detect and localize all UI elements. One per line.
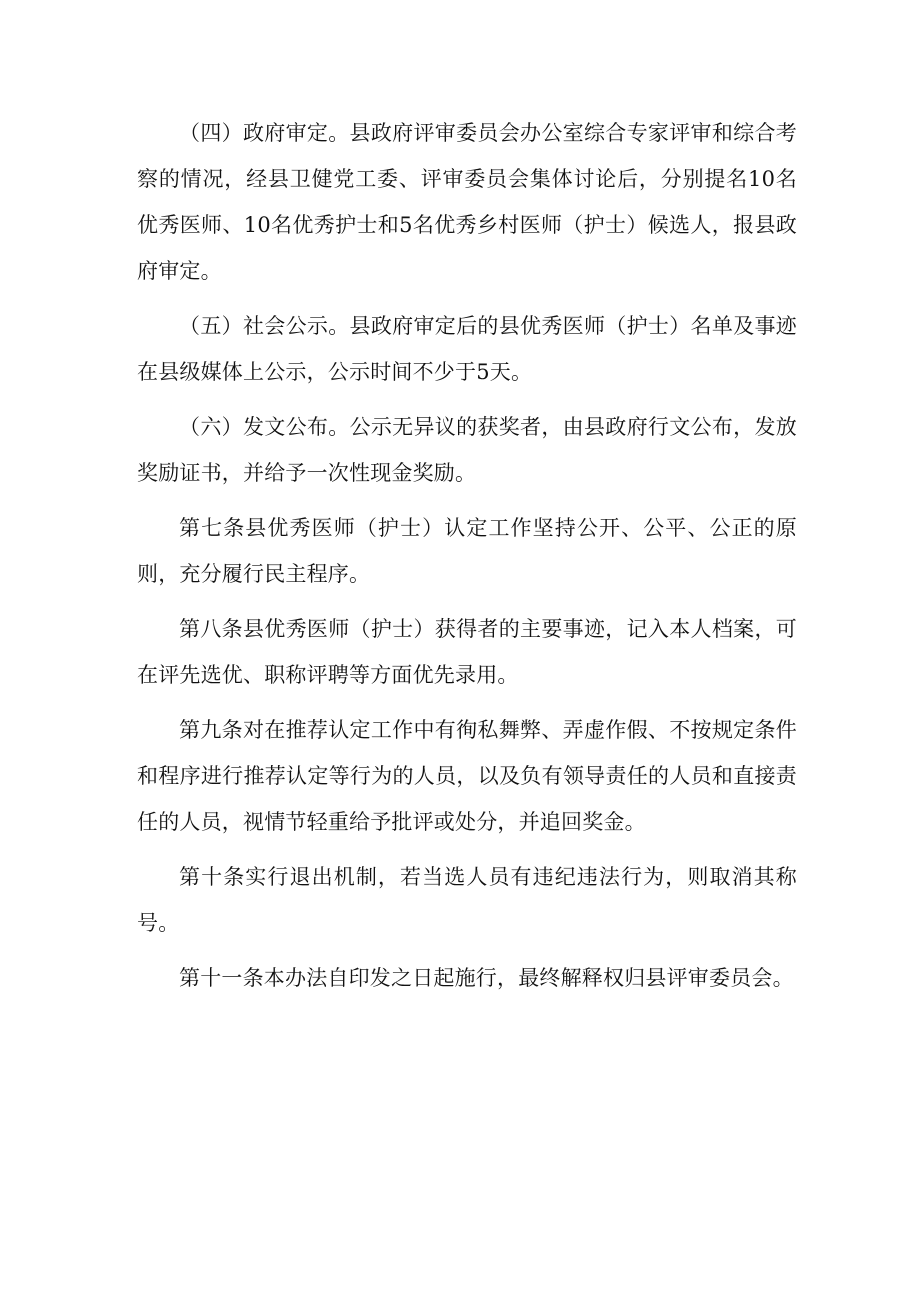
paragraph-article-10: 第十条实行退出机制，若当选人员有违纪违法行为，则取消其称号。 [137,865,797,935]
paragraph-government-review: （四）政府审定。县政府评审委员会办公室综合专家评审和综合考察的情况，经县卫健党工委、评审委员会集体讨论后，分别提名10名优秀医师、10名优秀护士和5名优秀乡村医师（护士）候选人，报县政府审定。 [137,121,797,283]
paragraph-article-9: 第九条对在推荐认定工作中有徇私舞弊、弄虚作假、不按规定条件和程序进行推荐认定等行为的人员，以及负有领导责任的人员和直接责任的人员，视情节轻重给予批评或处分，并追回奖金。 [137,718,797,834]
paragraph-article-8: 第八条县优秀医师（护士）获得者的主要事迹，记入本人档案，可在评先选优、职称评聘等方面优先录用。 [137,617,797,687]
document-body [137,110,797,1010]
paragraph-article-11: 第十一条本办法自印发之日起施行，最终解释权归县评审委员会。 [179,966,794,990]
paragraph-announcement: （六）发文公布。公示无异议的获奖者，由县政府行文公布，发放奖励证书，并给予一次性现金奖励。 [137,415,797,485]
paragraph-article-7: 第七条县优秀医师（护士）认定工作坚持公开、公平、公正的原则，充分履行民主程序。 [137,516,797,586]
paragraph-public-notice: （五）社会公示。县政府审定后的县优秀医师（护士）名单及事迹在县级媒体上公示，公示时间不少于5天。 [137,314,797,384]
